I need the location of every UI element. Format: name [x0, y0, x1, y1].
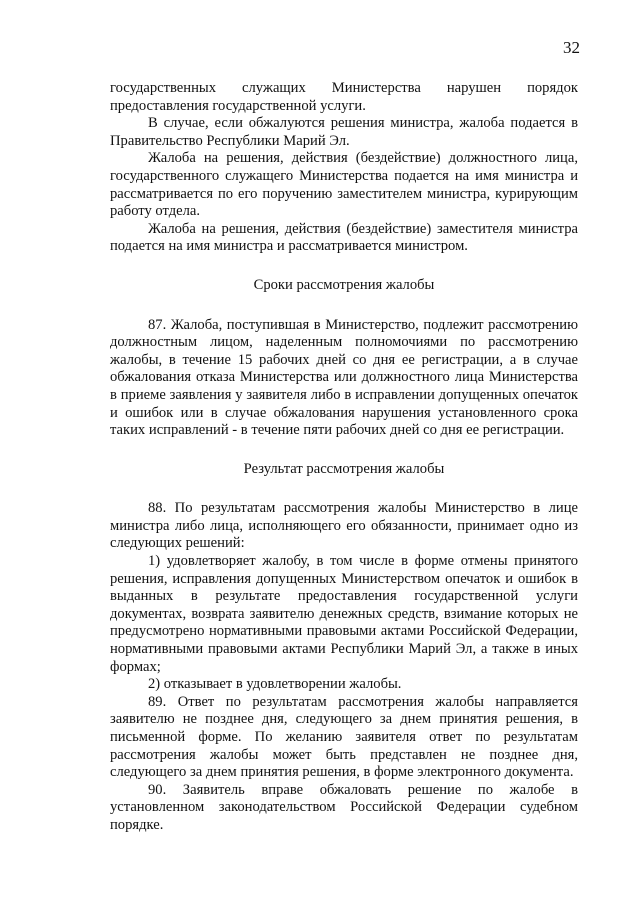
section-heading-result: Результат рассмотрения жалобы [243, 460, 445, 477]
document-body [110, 80, 578, 835]
paragraph-minister-decisions: В случае, если обжалуются решения министра, жалоба подается в Правительство Республики Марий Эл. [110, 115, 578, 149]
paragraph-88-item-1: 1) удовлетворяет жалобу, в том числе в форме отмены принятого решения, исправления допущенных Министерством опечаток и ошибок в выданных в результате предоставления государственной услуги документах, возврата заявителю денежных средств, взимание которых не предусмотрено нормативными правовыми актами Российской Федерации, нормативными правовыми актами Республики Марий Эл, а также в иных формах; [110, 553, 578, 675]
paragraph-90: 90. Заявитель вправе обжаловать решение по жалобе в установленном законодательством Российской Федерации судебном порядке. [110, 781, 578, 833]
page-number: 32 [563, 38, 580, 57]
paragraph-continuation: государственных служащих Министерства нарушен порядок предоставления государственной услуги. [110, 80, 578, 114]
paragraph-88: 88. По результатам рассмотрения жалобы Министерство в лице министра либо лица, исполняющего его обязанности, принимает одно из следующих решений: [110, 500, 578, 552]
paragraph-87: 87. Жалоба, поступившая в Министерство, подлежит рассмотрению должностным лицом, наделенным полномочиями по рассмотрению жалобы, в течение 15 рабочих дней со дня ее регистрации, а в случае обжалования отказа Министерства или должностного лица Министерства в приеме заявления у заявителя либо в исправлении допущенных опечаток и ошибок или в случае обжалования нарушения установленного срока таких исправлений - в течение пяти рабочих дней со дня ее регистрации. [110, 316, 578, 439]
paragraph-88-item-2: 2) отказывает в удовлетворении жалобы. [148, 676, 402, 693]
paragraph-official-decisions: Жалоба на решения, действия (бездействие) должностного лица, государственного служащего Министерства подается на имя министра и рассматривается по его поручению заместителем министра, курирующим работу отдела. [110, 150, 578, 220]
section-heading-terms: Сроки рассмотрения жалобы [253, 276, 435, 293]
paragraph-deputy-decisions: Жалоба на решения, действия (бездействие) заместителя министра подается на имя министра и рассматривается министром. [110, 220, 578, 255]
paragraph-89: 89. Ответ по результатам рассмотрения жалобы направляется заявителю не позднее дня, следующего за днем принятия решения, в письменной форме. По желанию заявителя ответ по результатам рассмотрения жалобы может быть представлен не позднее дня, следующего за днем принятия решения, в форме электронного документа. [110, 693, 578, 781]
